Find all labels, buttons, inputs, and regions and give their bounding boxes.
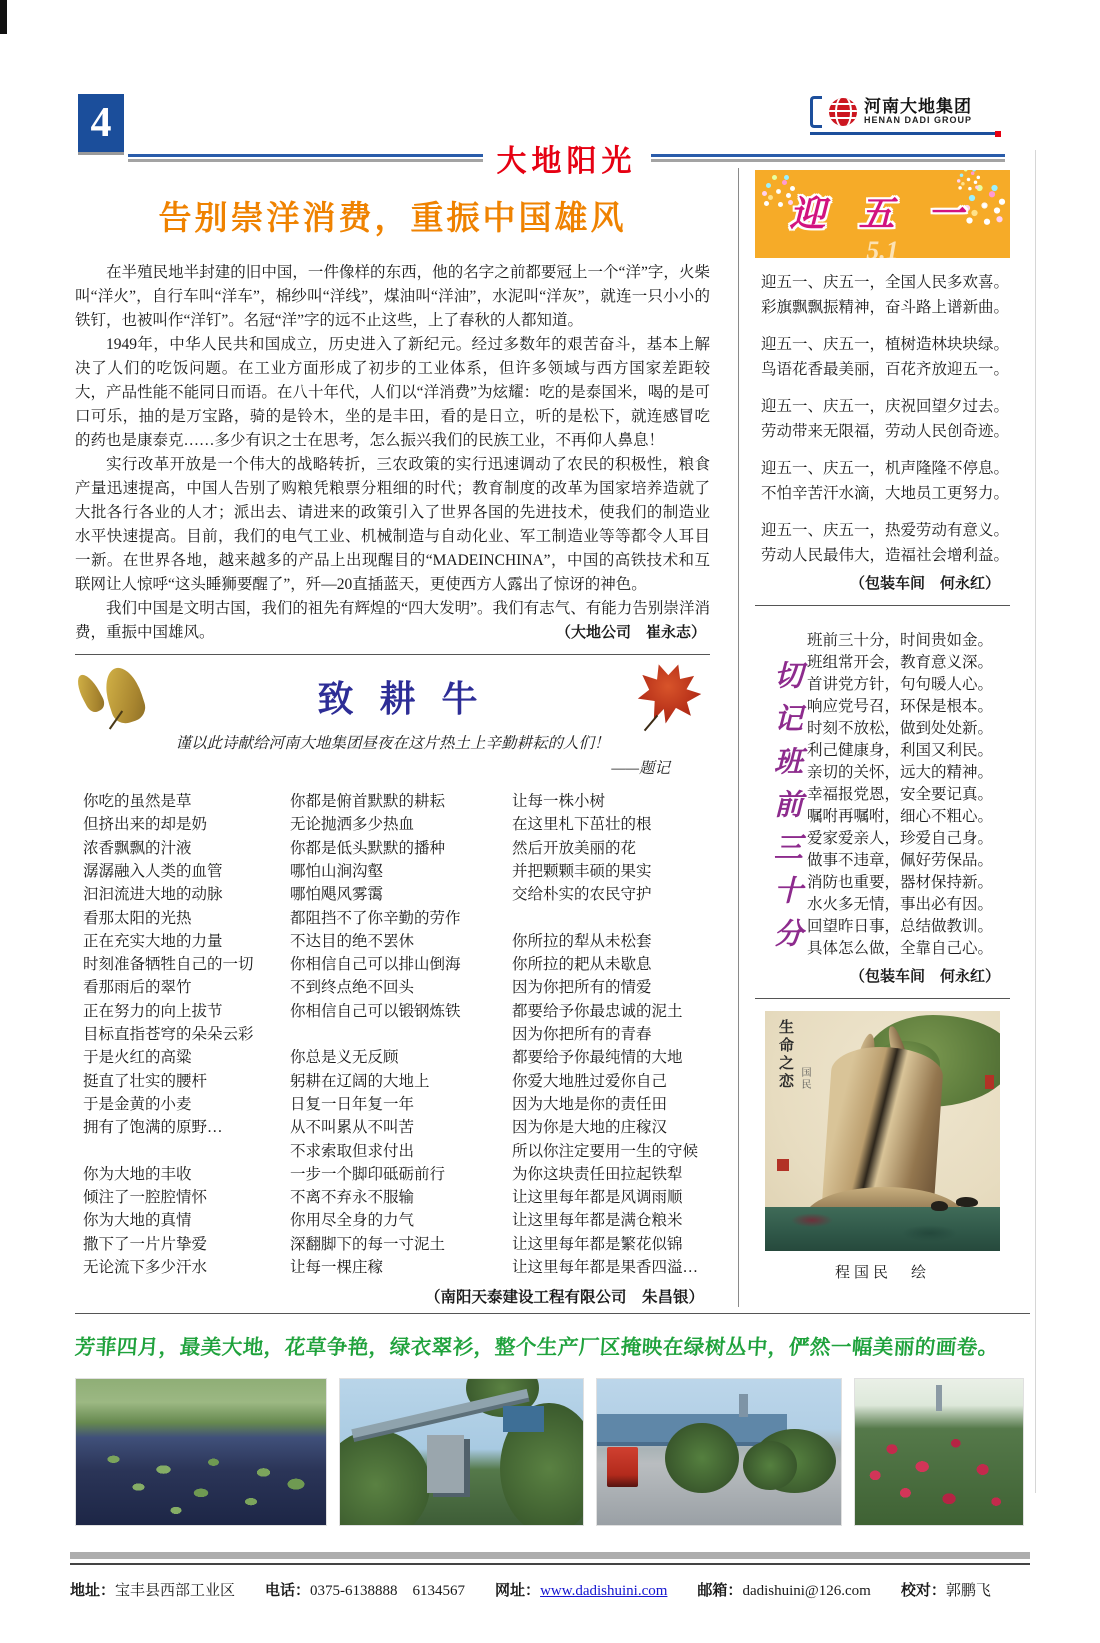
- may-day-poem-line: 迎五一、庆五一，全国人民多欢喜。: [761, 274, 1010, 291]
- poem-line: 正在充实大地的力量: [83, 932, 223, 950]
- autumn-leaves-icon: [75, 665, 165, 727]
- page-number: 4: [90, 100, 112, 146]
- painting-animal: [956, 1197, 978, 1207]
- leaf-icon: [99, 663, 149, 727]
- poem-line: [512, 907, 710, 930]
- poem-columns: [75, 790, 710, 1279]
- poem-line: 日复一日年复一年: [290, 1095, 415, 1113]
- poem-line: 不离不弃永不服输: [290, 1189, 415, 1207]
- poem-line: 因为你是大地的庄稼汉: [512, 1119, 668, 1137]
- photo-factory-road: [596, 1378, 842, 1526]
- masthead-title: 大地阳光: [496, 145, 637, 178]
- article-paragraph: 我们中国是文明古国，我们的祖先有辉煌的“四大发明”。我们有志气、有能力告别崇洋消费，重振中国雄风。: [75, 600, 710, 642]
- article-title: 告别崇洋消费，重振中国雄风: [158, 199, 627, 236]
- right-column: [739, 168, 1010, 1307]
- may-day-watermark: 5.1: [866, 236, 899, 258]
- article-paragraph: 在半殖民地半封建的旧中国，一件像样的东西，他的名字之前都要冠上一个“洋”字，火柴叫“洋火”，自行车叫“洋车”，棉纱叫“洋线”，煤油叫“洋油”，水泥叫“洋灰”，就连一只小小的铁钉，也被叫作“洋钉”。名冠“洋”字的远不止这些，上了春秋的人都知道。: [75, 264, 710, 330]
- poem-line: 浓香飘飘的汁液: [83, 839, 192, 857]
- tree-shape: [665, 1423, 738, 1493]
- pre-shift-poem-line: 班组常开会，教育意义深。: [807, 654, 994, 671]
- pre-shift-section: [755, 614, 1010, 961]
- article-paragraph: 实行改革开放是一个伟大的战略转折，三农政策的实行迅速调动了农民的积极性，粮食产量迅速提高，中国人告别了购粮凭粮票分粗细的时代；教育制度的改革为国家培养造就了大批各行各业的人才；派出去、请进来的政策引入了世界各国的先进技术，使我们的制造业水平快速提高。目前，我们的电气工业、机械制造与自动化业、军工制造业等等都令人耳目一新。在世界各地，越来越多的产品上出现醒目的“MADEINCHINA”，中国的高铁技术和互联网让人惊呼“这头睡狮要醒了”，歼—20直插蓝天，更使西方人露出了惊讶的神色。: [75, 456, 710, 594]
- poem-line: 所以你注定要用一生的守候: [512, 1142, 699, 1160]
- pre-shift-poem-line: 具体怎么做，全靠自己心。: [807, 940, 994, 957]
- poem-line: 不达目的绝不罢休: [290, 932, 415, 950]
- tree-shape: [339, 1430, 430, 1526]
- company-logo: [810, 96, 1000, 135]
- poem-line: 目标直指苍穹的朵朵云彩: [83, 1026, 254, 1044]
- painting-inscription: 生命之恋: [777, 1019, 793, 1091]
- poem-line: 你相信自己可以排山倒海: [290, 956, 461, 974]
- poem-column-3: [512, 790, 710, 1279]
- may-day-banner: [755, 170, 1010, 258]
- poem-line: 你都是低头默默的播种: [290, 839, 446, 857]
- poem-line: 让这里每年都是繁花似锦: [512, 1235, 683, 1253]
- poem-line: 无论流下多少汗水: [83, 1259, 208, 1277]
- maple-leaf-box: [630, 661, 710, 731]
- poem-title: 致耕牛: [317, 678, 504, 719]
- poem-line: 并把颗颗丰硕的果实: [512, 863, 652, 880]
- poem-line: 让每一株小树: [512, 793, 606, 811]
- poem-epigraph: ——题记: [611, 760, 670, 778]
- painting-signature: 国民: [799, 1067, 810, 1091]
- poem-column-1: [75, 790, 290, 1279]
- pre-shift-poem-line: 水火多无情，事出必有因。: [807, 896, 994, 913]
- may-day-poem-line: 劳动带来无限福，劳动人民创奇迹。: [761, 423, 1010, 440]
- poem-line: 汩汩流进大地的动脉: [83, 886, 223, 904]
- poem-line: 你所拉的耙从未歇息: [512, 956, 652, 974]
- photo-rose-garden: [854, 1378, 1024, 1526]
- factory-tower-shape: [427, 1435, 463, 1493]
- pre-shift-poem-line: 做事不违章，佩好劳保品。: [807, 852, 994, 869]
- masthead-rule-right: [651, 154, 1006, 162]
- leaf-icon: [73, 671, 108, 715]
- may-day-poem-line: 迎五一、庆五一，庆祝回望夕过去。: [761, 398, 1010, 415]
- poem-line: 交给朴实的农民守护: [512, 886, 652, 904]
- pre-shift-poem-line: 利己健康身，利国又利民。: [807, 742, 994, 759]
- poem-line: 都要给予你最纯情的大地: [512, 1049, 683, 1067]
- poem-line: 你为大地的真情: [83, 1212, 192, 1230]
- poem-line: 让这里每年都是果香四溢…: [512, 1259, 699, 1277]
- footer-proofreader: 校对：郭鹏飞: [900, 1582, 991, 1600]
- may-day-poem-line: [761, 506, 1010, 518]
- poem-line: 挺直了壮实的腰杆: [83, 1072, 208, 1090]
- footer-bar: [70, 1552, 1030, 1559]
- footer-address: 地址：宝丰县西部工业区: [70, 1582, 236, 1600]
- poem-line: 但挤出来的却是奶: [83, 816, 208, 834]
- pre-shift-poem-line: 爱家爱亲人，珍爱自己身。: [807, 830, 994, 847]
- section-divider: [755, 605, 1010, 606]
- poem-line: 拥有了饱满的原野…: [83, 1119, 223, 1137]
- may-day-poem-line: 不怕辛苦汗水滴，大地员工更努力。: [761, 485, 1010, 502]
- maple-stem-icon: [644, 715, 658, 732]
- main-content: [75, 168, 1010, 1307]
- painting-animal: [931, 1201, 948, 1211]
- painting-caption: 程国民 绘: [834, 1265, 930, 1281]
- fireworks-icon: [967, 178, 969, 180]
- logo-name-en: HENAN DADI GROUP: [864, 115, 973, 126]
- may-day-poem-line: 迎五一、庆五一，热爱劳动有意义。: [761, 522, 1010, 539]
- may-day-poem: [755, 270, 1010, 568]
- poem-line: 都阻挡不了你辛勤的劳作: [290, 909, 461, 927]
- red-truck-shape: [607, 1447, 639, 1488]
- pre-shift-poem-line: 首讲党方针，句句暖人心。: [807, 676, 994, 693]
- pre-shift-poem: [807, 614, 993, 961]
- poem-line: 让这里每年都是满仓粮米: [512, 1212, 683, 1230]
- seal-stamp-icon: [777, 1159, 789, 1171]
- poem-line: 不求索取但求付出: [290, 1142, 415, 1160]
- may-day-poem-line: 鸟语花香最美丽，百花齐放迎五一。: [761, 361, 1010, 378]
- pre-shift-poem-line: 时刻不放松，做到处处新。: [807, 720, 994, 737]
- pre-shift-poem-line: 消防也重要，器材保持新。: [807, 874, 994, 891]
- poem-line: 你为大地的丰收: [83, 1165, 192, 1183]
- poem-line: 正在努力的向上拔节: [83, 1002, 223, 1020]
- poem-line: 躬耕在辽阔的大地上: [290, 1072, 430, 1090]
- left-column: [75, 168, 739, 1307]
- photo-strip: [75, 1378, 1025, 1526]
- may-day-poem-line: 迎五一、庆五一，机声隆隆不停息。: [761, 460, 1010, 477]
- poem-line: 看那雨后的翠竹: [83, 979, 192, 997]
- poem-line: 因为你把所有的情爱: [512, 979, 652, 997]
- poem-line: 让这里每年都是风调雨顺: [512, 1189, 683, 1207]
- footer-email: 邮箱：dadishuini@126.com: [697, 1582, 871, 1600]
- may-day-poem-line: 迎五一、庆五一，植树造林块块绿。: [761, 336, 1010, 353]
- article-body: [75, 261, 710, 645]
- poem-line: 都要给予你最忠诚的泥土: [512, 1002, 683, 1020]
- poem-line: 在这里札下茁壮的根: [512, 816, 652, 834]
- photo-strip-caption: 芳菲四月，最美大地，花草争艳，绿衣翠衫，整个生产厂区掩映在绿树丛中，俨然一幅美丽的画卷。: [74, 1336, 1000, 1360]
- logo-frame-icon: [810, 96, 822, 128]
- poem-line: 你总是义无反顾: [290, 1049, 399, 1067]
- poem-line: 为你这块责任田拉起铁犁: [512, 1165, 683, 1183]
- article-paragraph: 1949年，中华人民共和国成立，历史进入了新纪元。经过多数年的艰苦奋斗，基本上解决了人们的吃饭问题。在工业方面形成了初步的工业体系，但许多领域与西方国家差距较大，产品性能不能同日而语。在八十年代，人们以“洋消费”为炫耀：吃的是泰国米，喝的是可口可乐，抽的是万宝路，骑的是铃木，坐的是丰田，看的是日立，听的是松下，就连感冒吃的药也是康泰克……多少有识之士在思考，怎么振兴我们的民族工业，不再仰人鼻息！: [75, 336, 710, 450]
- adjacent-page-edge: [1035, 150, 1036, 1493]
- poem-line: 时刻准备牺牲自己的一切: [83, 956, 254, 974]
- may-day-poem-line: [761, 320, 1010, 332]
- may-day-poem-line: 彩旗飘飘振精神，奋斗路上谱新曲。: [761, 299, 1010, 316]
- poem-line: 撒下了一片片挚爱: [83, 1235, 208, 1253]
- photo-lotus-pond: [75, 1378, 327, 1526]
- seal-stamp-icon: [985, 1075, 994, 1089]
- poem-line: 你相信自己可以锻钢炼铁: [290, 1002, 461, 1020]
- poem-byline: （南阳天泰建设工程有限公司 朱昌银）: [424, 1289, 704, 1307]
- pre-shift-poem-line: 班前三十分，时间贵如金。: [807, 632, 994, 649]
- website-link[interactable]: www.dadishuini.com: [540, 1583, 668, 1600]
- may-day-poem-line: [761, 444, 1010, 456]
- logo-name-cn: 河南大地集团: [864, 97, 972, 117]
- poem-line: [83, 1140, 290, 1163]
- pre-shift-poem-line: 幸福报党恩，安全要记真。: [807, 786, 994, 803]
- pre-shift-poem-line: 亲切的关怀，远大的精神。: [807, 764, 994, 781]
- poem-line: [290, 1023, 512, 1046]
- poem-line: 深翻脚下的每一寸泥土: [290, 1235, 446, 1253]
- poem-line: 因为你把所有的青春: [512, 1026, 652, 1044]
- poem-line: 哪怕飓风雾霭: [290, 886, 384, 904]
- poem-line: 一步一个脚印砥砺前行: [290, 1165, 446, 1183]
- logo-underline: [810, 132, 1000, 135]
- poem-line: 从不叫累从不叫苦: [290, 1119, 415, 1137]
- tree-shape: [743, 1441, 797, 1491]
- poem-line: 于是火红的高粱: [83, 1049, 192, 1067]
- may-day-poem-line: [761, 382, 1010, 394]
- masthead-rule-left: [128, 154, 483, 162]
- section-divider: [75, 654, 710, 655]
- ink-painting: [765, 1011, 1000, 1251]
- pre-shift-byline: （包装车间 何永红）: [849, 968, 1000, 985]
- scan-corner-mark: [0, 0, 7, 34]
- may-day-banner-title: 迎 五 一: [789, 194, 976, 234]
- may-day-poem-line: 劳动人民最伟大，造福社会增利益。: [761, 547, 1010, 564]
- poem-line: 你爱大地胜过爱你自己: [512, 1072, 668, 1090]
- poem-line: 哪怕山涧沟壑: [290, 863, 384, 880]
- poem-line: 看那太阳的光热: [83, 909, 192, 927]
- page-number-badge: [78, 94, 124, 155]
- conveyor-cab-shape: [503, 1406, 544, 1432]
- pre-shift-poem-line: 嘱咐再嘱咐，细心不粗心。: [807, 808, 994, 825]
- painting-ground: [765, 1207, 1000, 1251]
- chimney-shape: [739, 1394, 749, 1417]
- globe-icon: [829, 98, 857, 126]
- poem-line: 让每一棵庄稼: [290, 1259, 384, 1277]
- pre-shift-poem-line: 回望昨日事，总结做教训。: [807, 918, 994, 935]
- poem-line: 不到终点绝不回头: [290, 979, 415, 997]
- maple-leaf-icon: [630, 655, 708, 731]
- poem-header: [75, 661, 710, 731]
- poem-line: 你吃的虽然是草: [83, 793, 192, 811]
- poem-line: 因为大地是你的责任田: [512, 1095, 668, 1113]
- footer-website: 网址：www.dadishuini.com: [495, 1582, 668, 1600]
- poem-line: 你用尽全身的力气: [290, 1212, 415, 1230]
- photo-factory-conveyor: [339, 1378, 584, 1526]
- poem-line: 然后开放美丽的花: [512, 839, 637, 857]
- page-footer: [70, 1552, 1030, 1600]
- chimney-shape: [936, 1385, 943, 1411]
- poem-line: 倾注了一腔腔情怀: [83, 1189, 208, 1207]
- poem-line: 你所拉的犁从未松套: [512, 932, 652, 950]
- poem-line: 潺潺融入人类的血管: [83, 863, 223, 880]
- bottom-divider: [75, 1313, 1030, 1314]
- may-day-byline: （包装车间 何永红）: [849, 575, 1000, 592]
- pre-shift-poem-line: 响应党号召，环保是根本。: [807, 698, 994, 715]
- footer-phone: 电话：0375-6138888 6134567: [265, 1582, 466, 1600]
- poem-column-2: [290, 790, 512, 1279]
- pre-shift-vertical-title: 切记班前三十分: [770, 660, 802, 961]
- section-divider: [755, 998, 1010, 999]
- footer-contact-row: [70, 1565, 1030, 1600]
- poem-dedication: 谨以此诗献给河南大地集团昼夜在这片热土上辛勤耕耘的人们！: [175, 735, 610, 753]
- poem-line: 你都是俯首默默的耕耘: [290, 793, 446, 811]
- poem-line: 于是金黄的小麦: [83, 1095, 192, 1113]
- article-byline: （大地公司 崔永志）: [555, 625, 706, 642]
- poem-line: 无论抛洒多少热血: [290, 816, 415, 834]
